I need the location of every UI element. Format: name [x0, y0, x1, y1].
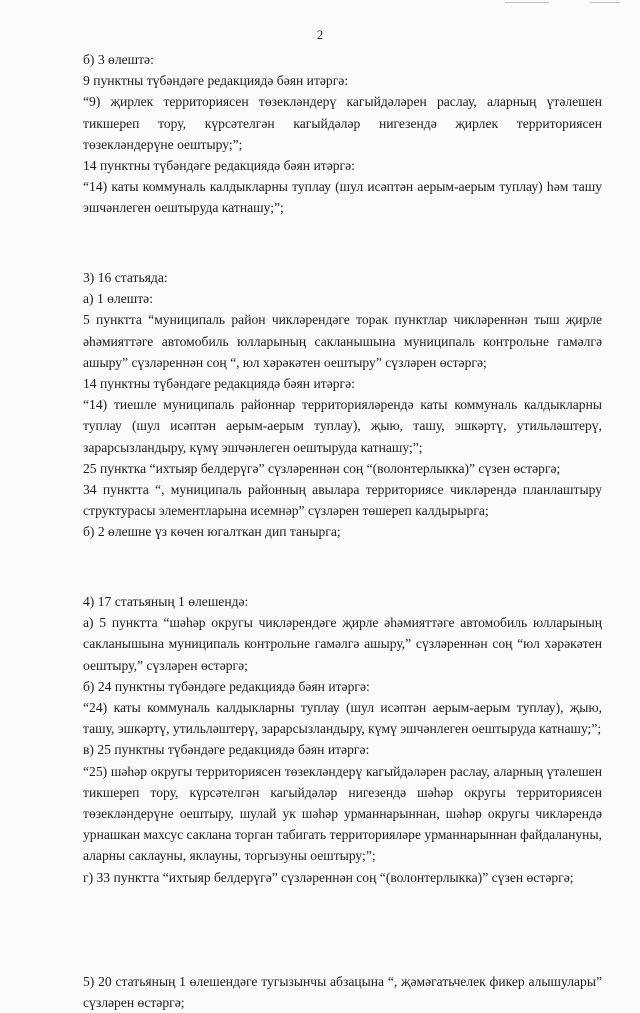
document-paragraph: “24) каты коммуналь калдыкларны туплау (шул исәптән аерым-аерым туплау), җыю, ташу, эшкәртү, утильләштерү, зарарсызландыру, күмү эшчәнлеген оештыруда катнашу;”; [83, 700, 602, 737]
document-paragraph: “14) тиешле муниципаль районнар территорияләрендә каты коммуналь калдыкларны туплау (шул исәптән аерым-аерым туплау), җыю, ташу, эшкәртү, утильләштерү, зарарсызландыру, күмү эшчәнлеген оештыруда катнашу;”; [83, 397, 602, 455]
document-paragraph: в) 25 пунктны түбәндәге редакциядә бәян итәргә: [83, 742, 370, 758]
document-paragraph: а) 1 өлештә: [83, 291, 153, 307]
document-paragraph: г) 33 пунктта “ихтыяр белдерүгә” сүзләреннән соң “(волонтерлыкка)” сүзен өстәргә; [83, 869, 574, 885]
document-paragraph: 25 пунктка “ихтыяр белдерүгә” сүзләреннән соң “(волонтерлыкка)” сүзен өстәргә; [83, 460, 561, 476]
document-paragraph: а) 5 пунктта “шәһәр округы чикләрендәге җирле әһәмияттәге автомобиль юлларының сакланышына муниципаль контрольне гамәлгә ашыру,” сүзләреннән соң “юл хәрәкәтен оештыру,” сүзләрен өстәргә; [83, 615, 602, 673]
document-body [83, 49, 602, 1013]
document-paragraph: б) 3 өлештә: [83, 52, 154, 67]
page-number: 2 [316, 28, 324, 42]
document-paragraph: 9 пунктны түбәндәге редакциядә бәян итәргә: [83, 73, 349, 89]
document-paragraph: 3) 16 статьяда: [83, 270, 168, 285]
scan-artifact-line [590, 2, 620, 3]
document-paragraph: 34 пунктта “, муниципаль районның авылара территориясе чикләрендә планлаштыру структурасы элементларына исемнәр” сүзләрен төшереп калдырырга; [83, 482, 602, 519]
blank-line [83, 556, 602, 577]
blank-line [83, 232, 602, 253]
document-paragraph: “9) җирлек территориясен төзекләндерү кагыйдәләрен раслау, аларның үтәлешен тикшереп тору, күрсәтелгән кагыйдәләр нигезендә җирлек территориясен төзекләндерүне оештыру;”; [83, 94, 602, 152]
scan-artifact-line [505, 2, 549, 3]
document-paragraph: 5) 20 статьяның 1 өлешендәге тугызынчы абзацына “, җәмәгатьчелек фикер алышулары” сүзләрен өстәргә; [83, 974, 602, 1011]
document-paragraph: 14 пунктны түбәндәге редакциядә бәян итәргә: [83, 376, 355, 392]
document-paragraph: 5 пунктта “муниципаль район чикләрендәге торак пунктлар чикләреннән тыш җирле әһәмияттәге автомобиль юлларының сакланышына муниципаль контрольне гамәлгә ашыру” сүзләреннән соң “, юл хәрәкәтен оештыру” сүзләрен өстәргә; [83, 312, 602, 370]
document-paragraph: “25) шәһәр округы территориясен төзекләндерү кагыйдәләрен раслау, аларның үтәлешен тикшереп тору, күрсәтелгән кагыйдәләр нигезендә шәһәр округы территориясен төзекләндерүне оештыру, шулай ук шәһәр урманнарыннан, шәһәр округы чикләрендә урнашкан махсус саклана торган табигать территорияләре урманнарыннан файдалануны, аларны саклауны, яклауны, торгызуны оештыру;”; [83, 763, 602, 864]
document-paragraph: б) 2 өлешне үз көчен югалткан дип танырга; [83, 524, 341, 540]
document-paragraph: “14) каты коммуналь калдыкларны туплау (шул исәптән аерым-аерым туплау) һәм ташу эшчәнлеген оештыруда катнашу;”; [83, 179, 602, 216]
blank-line [83, 936, 602, 957]
document-paragraph: б) 24 пунктны түбәндәге редакциядә бәян итәргә: [83, 678, 370, 694]
document-paragraph: 14 пунктны түбәндәге редакциядә бәян итәргә: [83, 158, 355, 174]
document-paragraph: 4) 17 статьяның 1 өлешендә: [83, 594, 249, 610]
